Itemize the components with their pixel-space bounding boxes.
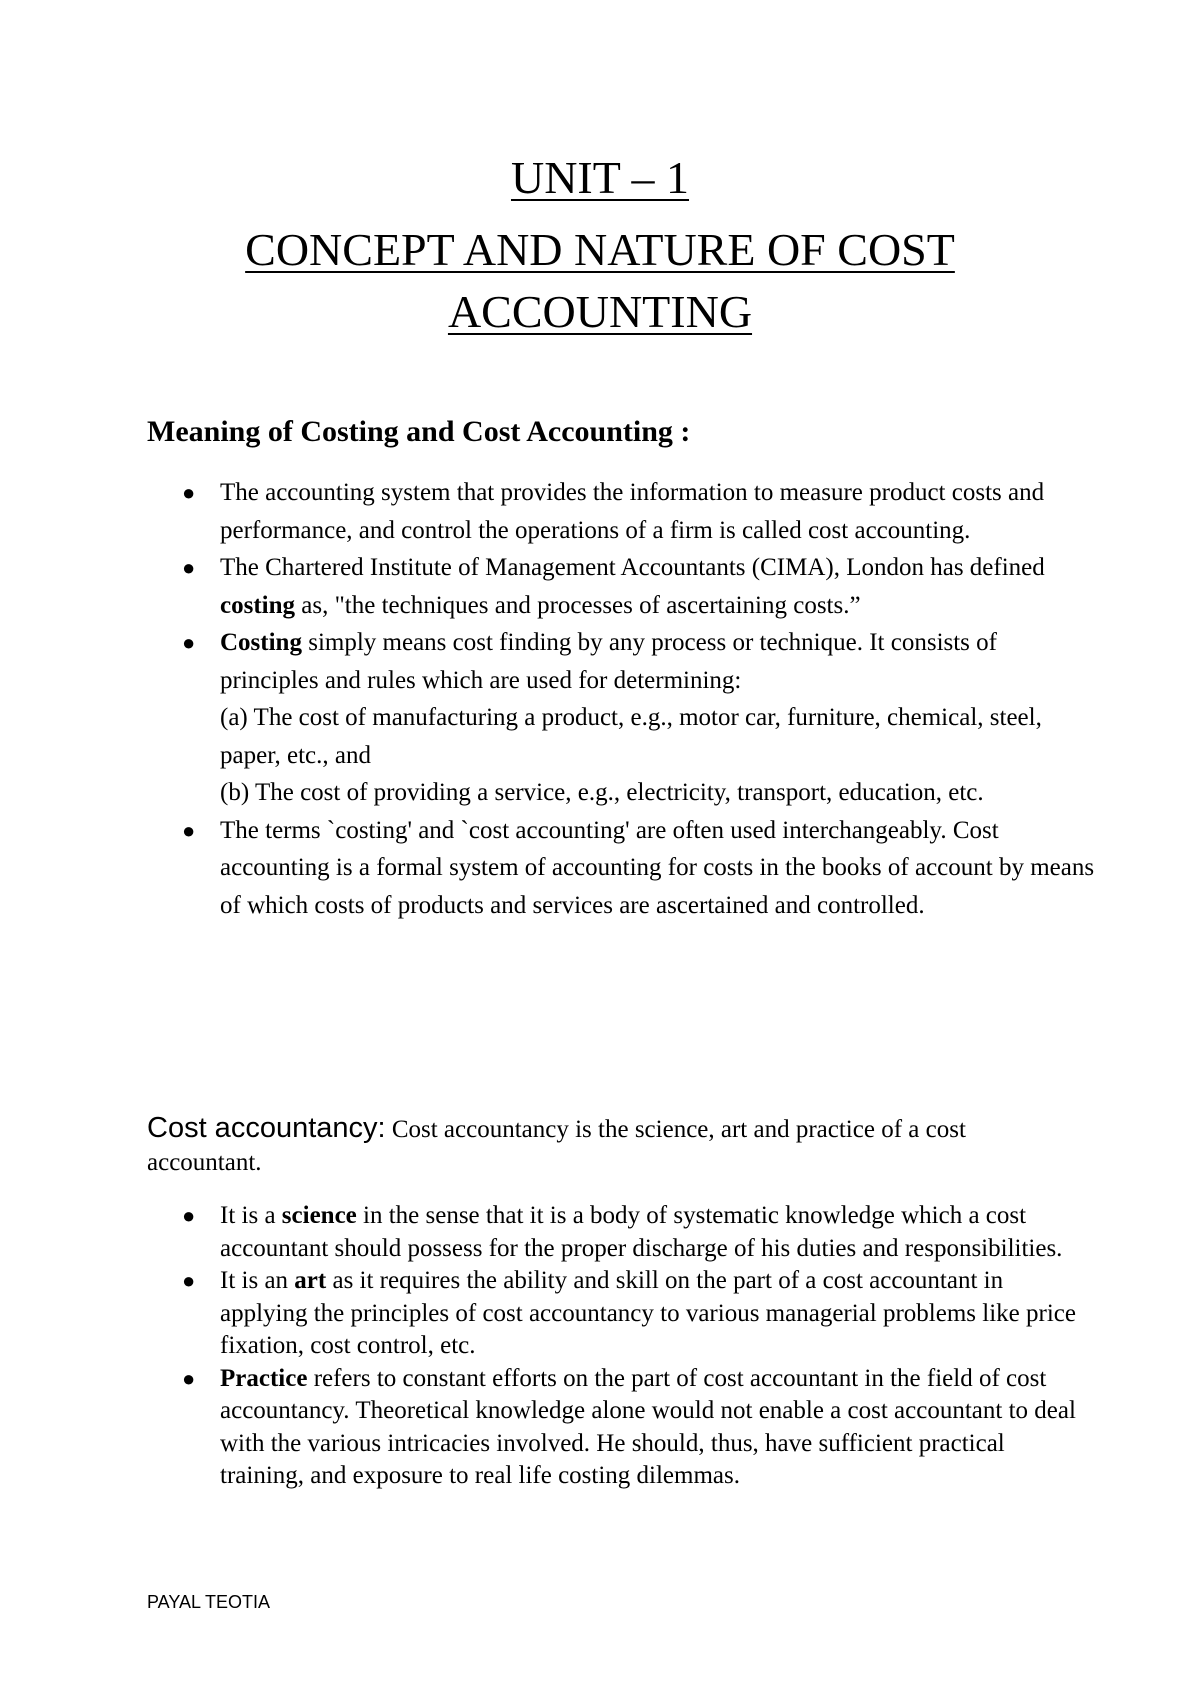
list-item	[0, 474, 1100, 549]
bullet-icon: ●	[182, 1268, 196, 1293]
meaning-bullet-list	[0, 474, 1200, 924]
bullet-text: refers to constant efforts on the part of cost accountant in the field of cost accountancy. Theoretical knowledge alone would not enable a cost accountant to deal with the various intricacies involved. He should, thus, have sufficient practical training, and exposure to real life costing dilemmas.	[220, 1364, 1076, 1489]
paragraph-text: Cost accountancy is the science, art and practice of a cost accountant.	[147, 1116, 966, 1176]
list-item	[0, 1200, 1090, 1265]
list-item	[0, 812, 1100, 925]
bold-term: science	[281, 1202, 357, 1229]
bullet-icon: ●	[182, 817, 196, 843]
sub-item-b: (b) The cost of providing a service, e.g., electricity, transport, education, etc.	[220, 779, 984, 806]
bullet-text: The accounting system that provides the information to measure product costs and performance, and control the operations of a firm is called cost accounting.	[220, 479, 1045, 544]
chapter-title-line2: ACCOUNTING	[447, 286, 753, 337]
bold-term: Practice	[220, 1364, 308, 1392]
section-heading-accountancy: Cost accountancy:	[147, 1112, 386, 1144]
bullet-icon: ●	[182, 480, 196, 505]
footer-author: PAYAL TEOTIA	[147, 1592, 271, 1612]
bullet-text: as it requires the ability and skill on the part of a cost accountant in applying the principles of cost accountancy to various managerial problems like price fixation, cost control, etc.	[220, 1267, 1076, 1359]
bold-term: art	[294, 1267, 327, 1294]
bullet-text: The terms `costing' and `cost accounting' are often used interchangeably. Cost accounting is a formal system of accounting for costs in the books of account by means of which costs of products and services are ascertained and controlled.	[220, 816, 1095, 919]
list-item	[0, 549, 1100, 624]
chapter-title-line1: CONCEPT AND NATURE OF COST	[245, 224, 955, 275]
accountancy-bullet-list	[0, 1200, 1200, 1493]
list-item	[0, 624, 1100, 812]
bullet-text: It is an	[220, 1267, 295, 1294]
bullet-icon: ●	[182, 630, 196, 655]
list-item	[0, 1363, 1090, 1493]
bullet-text: It is a	[220, 1202, 282, 1229]
bullet-icon: ●	[182, 1365, 196, 1391]
bullet-text: as, "the techniques and processes of ascertaining costs.”	[295, 591, 861, 619]
sub-item-a: (a) The cost of manufacturing a product, e.g., motor car, furniture, chemical, steel, paper, etc., and	[220, 704, 1042, 769]
unit-title: UNIT – 1	[510, 152, 690, 203]
bullet-icon: ●	[182, 555, 196, 580]
section-heading-meaning: Meaning of Costing and Cost Accounting :	[147, 415, 691, 448]
bold-term: Costing	[220, 629, 302, 656]
cost-accountancy-paragraph	[147, 1112, 1077, 1179]
bullet-text: simply means cost finding by any process or technique. It consists of principles and rules which are used for determining:	[220, 629, 997, 694]
bullet-text: The Chartered Institute of Management Accountants (CIMA), London has defined	[220, 554, 1045, 581]
bullet-text: in the sense that it is a body of systematic knowledge which a cost accountant should possess for the proper discharge of his duties and responsibilities.	[220, 1202, 1063, 1262]
bullet-icon: ●	[182, 1203, 196, 1228]
list-item	[0, 1265, 1090, 1363]
bold-term: costing	[220, 591, 295, 619]
